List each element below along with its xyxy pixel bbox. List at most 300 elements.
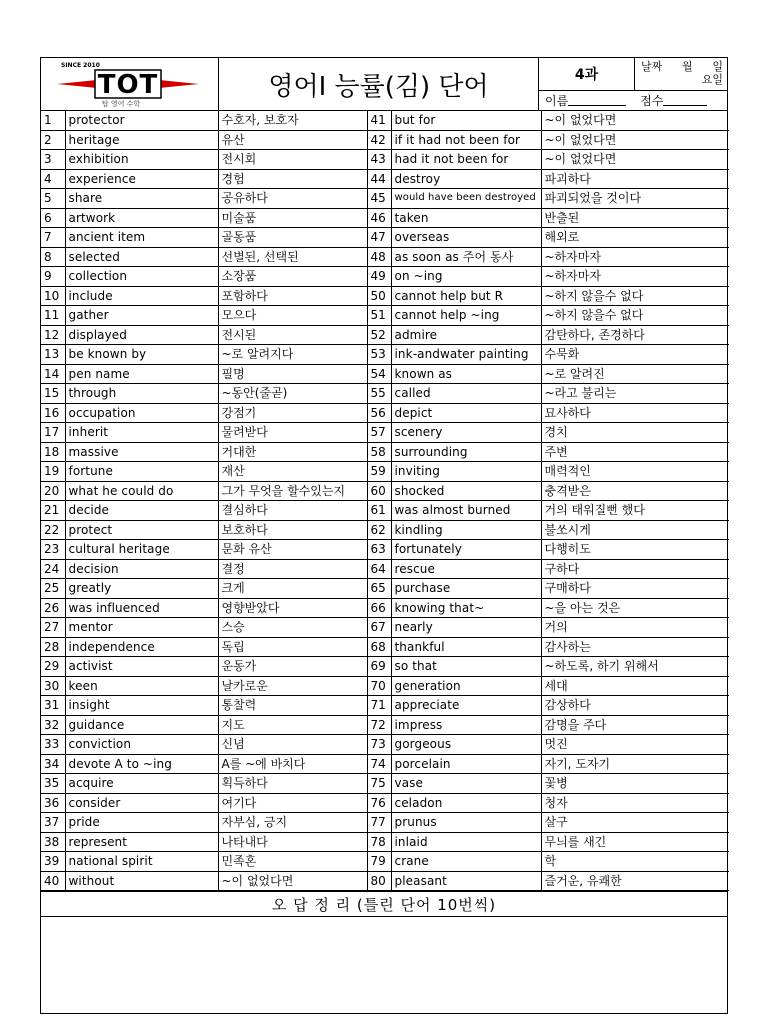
- korean-meaning: ~하자마자: [541, 267, 729, 287]
- english-word: taken: [391, 208, 541, 228]
- word-number: 37: [41, 813, 65, 833]
- korean-meaning: A를 ~에 바치다: [218, 754, 367, 774]
- korean-meaning: 경치: [541, 423, 729, 443]
- english-word: overseas: [391, 228, 541, 248]
- korean-meaning: 주변: [541, 442, 729, 462]
- english-word: cannot help ~ing: [391, 306, 541, 326]
- table-row: [41, 423, 729, 443]
- english-word: pleasant: [391, 871, 541, 891]
- word-number: 51: [367, 306, 391, 326]
- korean-meaning: 결심하다: [218, 501, 367, 521]
- table-row: [41, 247, 729, 267]
- korean-meaning: ~하자마자: [541, 247, 729, 267]
- korean-meaning: ~하지 않을수 없다: [541, 306, 729, 326]
- korean-meaning: 모으다: [218, 306, 367, 326]
- english-word: decide: [65, 501, 218, 521]
- word-number: 36: [41, 793, 65, 813]
- korean-meaning: 전시된: [218, 325, 367, 345]
- table-row: [41, 228, 729, 248]
- word-number: 14: [41, 364, 65, 384]
- score-label: 점수: [640, 94, 664, 108]
- word-number: 67: [367, 618, 391, 638]
- word-number: 31: [41, 696, 65, 716]
- korean-meaning: 크게: [218, 579, 367, 599]
- korean-meaning: 거의 태워질뻔 했다: [541, 501, 729, 521]
- english-word: kindling: [391, 520, 541, 540]
- table-row: [41, 169, 729, 189]
- korean-meaning: 스승: [218, 618, 367, 638]
- english-word: guidance: [65, 715, 218, 735]
- korean-meaning: 다행히도: [541, 540, 729, 560]
- table-row: [41, 364, 729, 384]
- korean-meaning: 공유하다: [218, 189, 367, 209]
- korean-meaning: 유산: [218, 130, 367, 150]
- word-number: 26: [41, 598, 65, 618]
- korean-meaning: 수호자, 보호자: [218, 111, 367, 130]
- lesson-label: 4과: [539, 58, 635, 90]
- english-word: admire: [391, 325, 541, 345]
- word-number: 65: [367, 579, 391, 599]
- table-row: [41, 813, 729, 833]
- table-row: [41, 501, 729, 521]
- table-row: [41, 267, 729, 287]
- sheet-title: 영어I 능률(김) 단어: [219, 58, 539, 110]
- word-number: 2: [41, 130, 65, 150]
- korean-meaning: 무늬를 새긴: [541, 832, 729, 852]
- word-number: 63: [367, 540, 391, 560]
- korean-meaning: 포함하다: [218, 286, 367, 306]
- english-word: impress: [391, 715, 541, 735]
- word-number: 57: [367, 423, 391, 443]
- korean-meaning: 멋진: [541, 735, 729, 755]
- word-number: 53: [367, 345, 391, 365]
- word-number: 55: [367, 384, 391, 404]
- word-number: 75: [367, 774, 391, 794]
- table-row: [41, 403, 729, 423]
- svg-text:TOT: TOT: [97, 70, 159, 100]
- table-row: [41, 189, 729, 209]
- word-number: 21: [41, 501, 65, 521]
- word-number: 58: [367, 442, 391, 462]
- table-row: [41, 735, 729, 755]
- english-word: if it had not been for: [391, 130, 541, 150]
- svg-text:탑 영어 수학: 탑 영어 수학: [101, 100, 141, 108]
- korean-meaning: 물려받다: [218, 423, 367, 443]
- korean-meaning: 그가 무엇을 할수있는지: [218, 481, 367, 501]
- korean-meaning: 거의: [541, 618, 729, 638]
- table-row: [41, 150, 729, 170]
- table-row: [41, 657, 729, 677]
- table-row: [41, 540, 729, 560]
- table-row: [41, 325, 729, 345]
- word-number: 45: [367, 189, 391, 209]
- word-number: 78: [367, 832, 391, 852]
- korean-meaning: 세대: [541, 676, 729, 696]
- korean-meaning: 꽃병: [541, 774, 729, 794]
- korean-meaning: 필명: [218, 364, 367, 384]
- korean-meaning: 청자: [541, 793, 729, 813]
- word-number: 42: [367, 130, 391, 150]
- english-word: rescue: [391, 559, 541, 579]
- english-word: gorgeous: [391, 735, 541, 755]
- table-row: [41, 345, 729, 365]
- english-word: insight: [65, 696, 218, 716]
- korean-meaning: 영향받았다: [218, 598, 367, 618]
- korean-meaning: 살구: [541, 813, 729, 833]
- word-number: 52: [367, 325, 391, 345]
- english-word: so that: [391, 657, 541, 677]
- english-word: on ~ing: [391, 267, 541, 287]
- english-word: known as: [391, 364, 541, 384]
- weekday-label: 요일: [701, 73, 723, 86]
- korean-meaning: ~이 없었다면: [541, 111, 729, 130]
- english-word: national spirit: [65, 852, 218, 872]
- word-number: 41: [367, 111, 391, 130]
- table-row: [41, 754, 729, 774]
- table-row: [41, 579, 729, 599]
- word-number: 6: [41, 208, 65, 228]
- english-word: fortune: [65, 462, 218, 482]
- english-word: artwork: [65, 208, 218, 228]
- korean-meaning: 지도: [218, 715, 367, 735]
- korean-meaning: 파괴하다: [541, 169, 729, 189]
- korean-meaning: 즐거운, 유쾌한: [541, 871, 729, 891]
- english-word: thankful: [391, 637, 541, 657]
- table-row: [41, 637, 729, 657]
- word-number: 13: [41, 345, 65, 365]
- word-number: 11: [41, 306, 65, 326]
- date-label: 날짜: [641, 60, 663, 73]
- table-row: [41, 384, 729, 404]
- korean-meaning: 획득하다: [218, 774, 367, 794]
- table-row: [41, 774, 729, 794]
- english-word: inviting: [391, 462, 541, 482]
- korean-meaning: ~로 알려지다: [218, 345, 367, 365]
- korean-meaning: 구매하다: [541, 579, 729, 599]
- korean-meaning: ~이 없었다면: [541, 150, 729, 170]
- table-row: [41, 208, 729, 228]
- word-number: 56: [367, 403, 391, 423]
- korean-meaning: 감탄하다, 존경하다: [541, 325, 729, 345]
- korean-meaning: 여기다: [218, 793, 367, 813]
- word-number: 77: [367, 813, 391, 833]
- korean-meaning: ~이 없었다면: [541, 130, 729, 150]
- word-number: 48: [367, 247, 391, 267]
- korean-meaning: 파괴되었을 것이다: [541, 189, 729, 209]
- word-number: 54: [367, 364, 391, 384]
- korean-meaning: 감사하는: [541, 637, 729, 657]
- table-row: [41, 481, 729, 501]
- korean-meaning: 선별된, 선택된: [218, 247, 367, 267]
- english-word: knowing that~: [391, 598, 541, 618]
- table-row: [41, 286, 729, 306]
- word-number: 3: [41, 150, 65, 170]
- english-word: was almost burned: [391, 501, 541, 521]
- review-section-title: 오 답 정 리 (틀린 단어 10번씩): [41, 891, 727, 916]
- english-word: independence: [65, 637, 218, 657]
- table-row: [41, 852, 729, 872]
- word-number: 16: [41, 403, 65, 423]
- english-word: crane: [391, 852, 541, 872]
- month-label: 월: [681, 60, 693, 73]
- english-word: pen name: [65, 364, 218, 384]
- korean-meaning: 경험: [218, 169, 367, 189]
- word-number: 79: [367, 852, 391, 872]
- english-word: gather: [65, 306, 218, 326]
- word-number: 38: [41, 832, 65, 852]
- korean-meaning: 묘사하다: [541, 403, 729, 423]
- korean-meaning: 날카로운: [218, 676, 367, 696]
- english-word: was influenced: [65, 598, 218, 618]
- word-number: 4: [41, 169, 65, 189]
- word-number: 49: [367, 267, 391, 287]
- english-word: protect: [65, 520, 218, 540]
- table-row: [41, 130, 729, 150]
- word-number: 74: [367, 754, 391, 774]
- korean-meaning: 감상하다: [541, 696, 729, 716]
- word-number: 40: [41, 871, 65, 891]
- english-word: collection: [65, 267, 218, 287]
- english-word: cultural heritage: [65, 540, 218, 560]
- korean-meaning: 해외로: [541, 228, 729, 248]
- english-word: prunus: [391, 813, 541, 833]
- word-number: 61: [367, 501, 391, 521]
- word-table: [41, 111, 729, 891]
- english-word: as soon as 주어 동사: [391, 247, 541, 267]
- word-number: 66: [367, 598, 391, 618]
- korean-meaning: 미술품: [218, 208, 367, 228]
- english-word: surrounding: [391, 442, 541, 462]
- english-word: ink-andwater painting: [391, 345, 541, 365]
- table-row: [41, 559, 729, 579]
- word-number: 71: [367, 696, 391, 716]
- word-number: 43: [367, 150, 391, 170]
- english-word: acquire: [65, 774, 218, 794]
- english-word: would have been destroyed: [391, 189, 541, 209]
- word-number: 59: [367, 462, 391, 482]
- korean-meaning: 구하다: [541, 559, 729, 579]
- word-number: 25: [41, 579, 65, 599]
- table-row: [41, 832, 729, 852]
- english-word: occupation: [65, 403, 218, 423]
- english-word: selected: [65, 247, 218, 267]
- korean-meaning: ~이 없었다면: [218, 871, 367, 891]
- english-word: experience: [65, 169, 218, 189]
- korean-meaning: ~라고 불리는: [541, 384, 729, 404]
- word-number: 80: [367, 871, 391, 891]
- word-number: 69: [367, 657, 391, 677]
- english-word: be known by: [65, 345, 218, 365]
- english-word: porcelain: [391, 754, 541, 774]
- english-word: scenery: [391, 423, 541, 443]
- word-number: 44: [367, 169, 391, 189]
- info-box: [539, 58, 727, 110]
- table-row: [41, 442, 729, 462]
- name-field[interactable]: [568, 95, 626, 106]
- word-number: 39: [41, 852, 65, 872]
- korean-meaning: 소장품: [218, 267, 367, 287]
- korean-meaning: 독립: [218, 637, 367, 657]
- korean-meaning: 결정: [218, 559, 367, 579]
- english-word: massive: [65, 442, 218, 462]
- korean-meaning: 민족혼: [218, 852, 367, 872]
- english-word: inlaid: [391, 832, 541, 852]
- english-word: exhibition: [65, 150, 218, 170]
- table-row: [41, 676, 729, 696]
- word-number: 72: [367, 715, 391, 735]
- korean-meaning: 자부심, 긍지: [218, 813, 367, 833]
- day-label: 일: [712, 60, 723, 73]
- english-word: vase: [391, 774, 541, 794]
- english-word: what he could do: [65, 481, 218, 501]
- korean-meaning: ~하지 않을수 없다: [541, 286, 729, 306]
- word-number: 33: [41, 735, 65, 755]
- review-writing-area[interactable]: [41, 916, 727, 1013]
- korean-meaning: 전시회: [218, 150, 367, 170]
- word-number: 7: [41, 228, 65, 248]
- english-word: share: [65, 189, 218, 209]
- english-word: pride: [65, 813, 218, 833]
- english-word: include: [65, 286, 218, 306]
- word-number: 20: [41, 481, 65, 501]
- korean-meaning: 수묵화: [541, 345, 729, 365]
- english-word: celadon: [391, 793, 541, 813]
- korean-meaning: 문화 유산: [218, 540, 367, 560]
- english-word: purchase: [391, 579, 541, 599]
- word-number: 68: [367, 637, 391, 657]
- english-word: cannot help but R: [391, 286, 541, 306]
- word-number: 23: [41, 540, 65, 560]
- english-word: keen: [65, 676, 218, 696]
- english-word: had it not been for: [391, 150, 541, 170]
- english-word: mentor: [65, 618, 218, 638]
- word-number: 1: [41, 111, 65, 130]
- english-word: heritage: [65, 130, 218, 150]
- english-word: activist: [65, 657, 218, 677]
- vocabulary-sheet: [40, 57, 728, 1014]
- word-number: 35: [41, 774, 65, 794]
- score-field[interactable]: [663, 95, 707, 106]
- word-number: 64: [367, 559, 391, 579]
- english-word: shocked: [391, 481, 541, 501]
- korean-meaning: 강점기: [218, 403, 367, 423]
- logo-icon: [41, 58, 217, 110]
- korean-meaning: ~동안(줄곧): [218, 384, 367, 404]
- english-word: decision: [65, 559, 218, 579]
- english-word: consider: [65, 793, 218, 813]
- korean-meaning: 매력적인: [541, 462, 729, 482]
- svg-text:SINCE 2010: SINCE 2010: [61, 62, 100, 69]
- korean-meaning: 충격받은: [541, 481, 729, 501]
- english-word: but for: [391, 111, 541, 130]
- korean-meaning: ~하도록, 하기 위해서: [541, 657, 729, 677]
- table-row: [41, 871, 729, 891]
- word-number: 24: [41, 559, 65, 579]
- english-word: depict: [391, 403, 541, 423]
- english-word: nearly: [391, 618, 541, 638]
- table-row: [41, 111, 729, 130]
- word-number: 28: [41, 637, 65, 657]
- korean-meaning: 운동가: [218, 657, 367, 677]
- word-number: 10: [41, 286, 65, 306]
- korean-meaning: 반출된: [541, 208, 729, 228]
- english-word: represent: [65, 832, 218, 852]
- word-number: 8: [41, 247, 65, 267]
- english-word: through: [65, 384, 218, 404]
- korean-meaning: 재산: [218, 462, 367, 482]
- sheet-header: [41, 58, 727, 111]
- word-number: 9: [41, 267, 65, 287]
- english-word: ancient item: [65, 228, 218, 248]
- korean-meaning: 보호하다: [218, 520, 367, 540]
- table-row: [41, 520, 729, 540]
- korean-meaning: 통찰력: [218, 696, 367, 716]
- word-number: 60: [367, 481, 391, 501]
- word-number: 18: [41, 442, 65, 462]
- word-number: 76: [367, 793, 391, 813]
- english-word: greatly: [65, 579, 218, 599]
- word-number: 22: [41, 520, 65, 540]
- table-row: [41, 306, 729, 326]
- table-row: [41, 598, 729, 618]
- academy-logo: [41, 58, 219, 110]
- english-word: inherit: [65, 423, 218, 443]
- table-row: [41, 696, 729, 716]
- date-field: [635, 58, 727, 90]
- table-row: [41, 793, 729, 813]
- word-number: 15: [41, 384, 65, 404]
- word-number: 17: [41, 423, 65, 443]
- word-number: 29: [41, 657, 65, 677]
- word-number: 19: [41, 462, 65, 482]
- word-number: 47: [367, 228, 391, 248]
- word-number: 30: [41, 676, 65, 696]
- korean-meaning: ~을 아는 것은: [541, 598, 729, 618]
- english-word: conviction: [65, 735, 218, 755]
- word-number: 12: [41, 325, 65, 345]
- korean-meaning: 불쏘시게: [541, 520, 729, 540]
- word-number: 27: [41, 618, 65, 638]
- korean-meaning: ~로 알려진: [541, 364, 729, 384]
- word-number: 50: [367, 286, 391, 306]
- name-label: 이름: [545, 94, 569, 108]
- word-number: 32: [41, 715, 65, 735]
- english-word: protector: [65, 111, 218, 130]
- table-row: [41, 618, 729, 638]
- korean-meaning: 자기, 도자기: [541, 754, 729, 774]
- english-word: generation: [391, 676, 541, 696]
- korean-meaning: 신념: [218, 735, 367, 755]
- word-number: 5: [41, 189, 65, 209]
- korean-meaning: 학: [541, 852, 729, 872]
- korean-meaning: 거대한: [218, 442, 367, 462]
- korean-meaning: 감명을 주다: [541, 715, 729, 735]
- word-number: 62: [367, 520, 391, 540]
- korean-meaning: 골동품: [218, 228, 367, 248]
- english-word: appreciate: [391, 696, 541, 716]
- english-word: without: [65, 871, 218, 891]
- word-number: 34: [41, 754, 65, 774]
- english-word: fortunately: [391, 540, 541, 560]
- word-number: 73: [367, 735, 391, 755]
- word-number: 46: [367, 208, 391, 228]
- korean-meaning: 나타내다: [218, 832, 367, 852]
- table-row: [41, 715, 729, 735]
- english-word: destroy: [391, 169, 541, 189]
- table-row: [41, 462, 729, 482]
- english-word: displayed: [65, 325, 218, 345]
- word-number: 70: [367, 676, 391, 696]
